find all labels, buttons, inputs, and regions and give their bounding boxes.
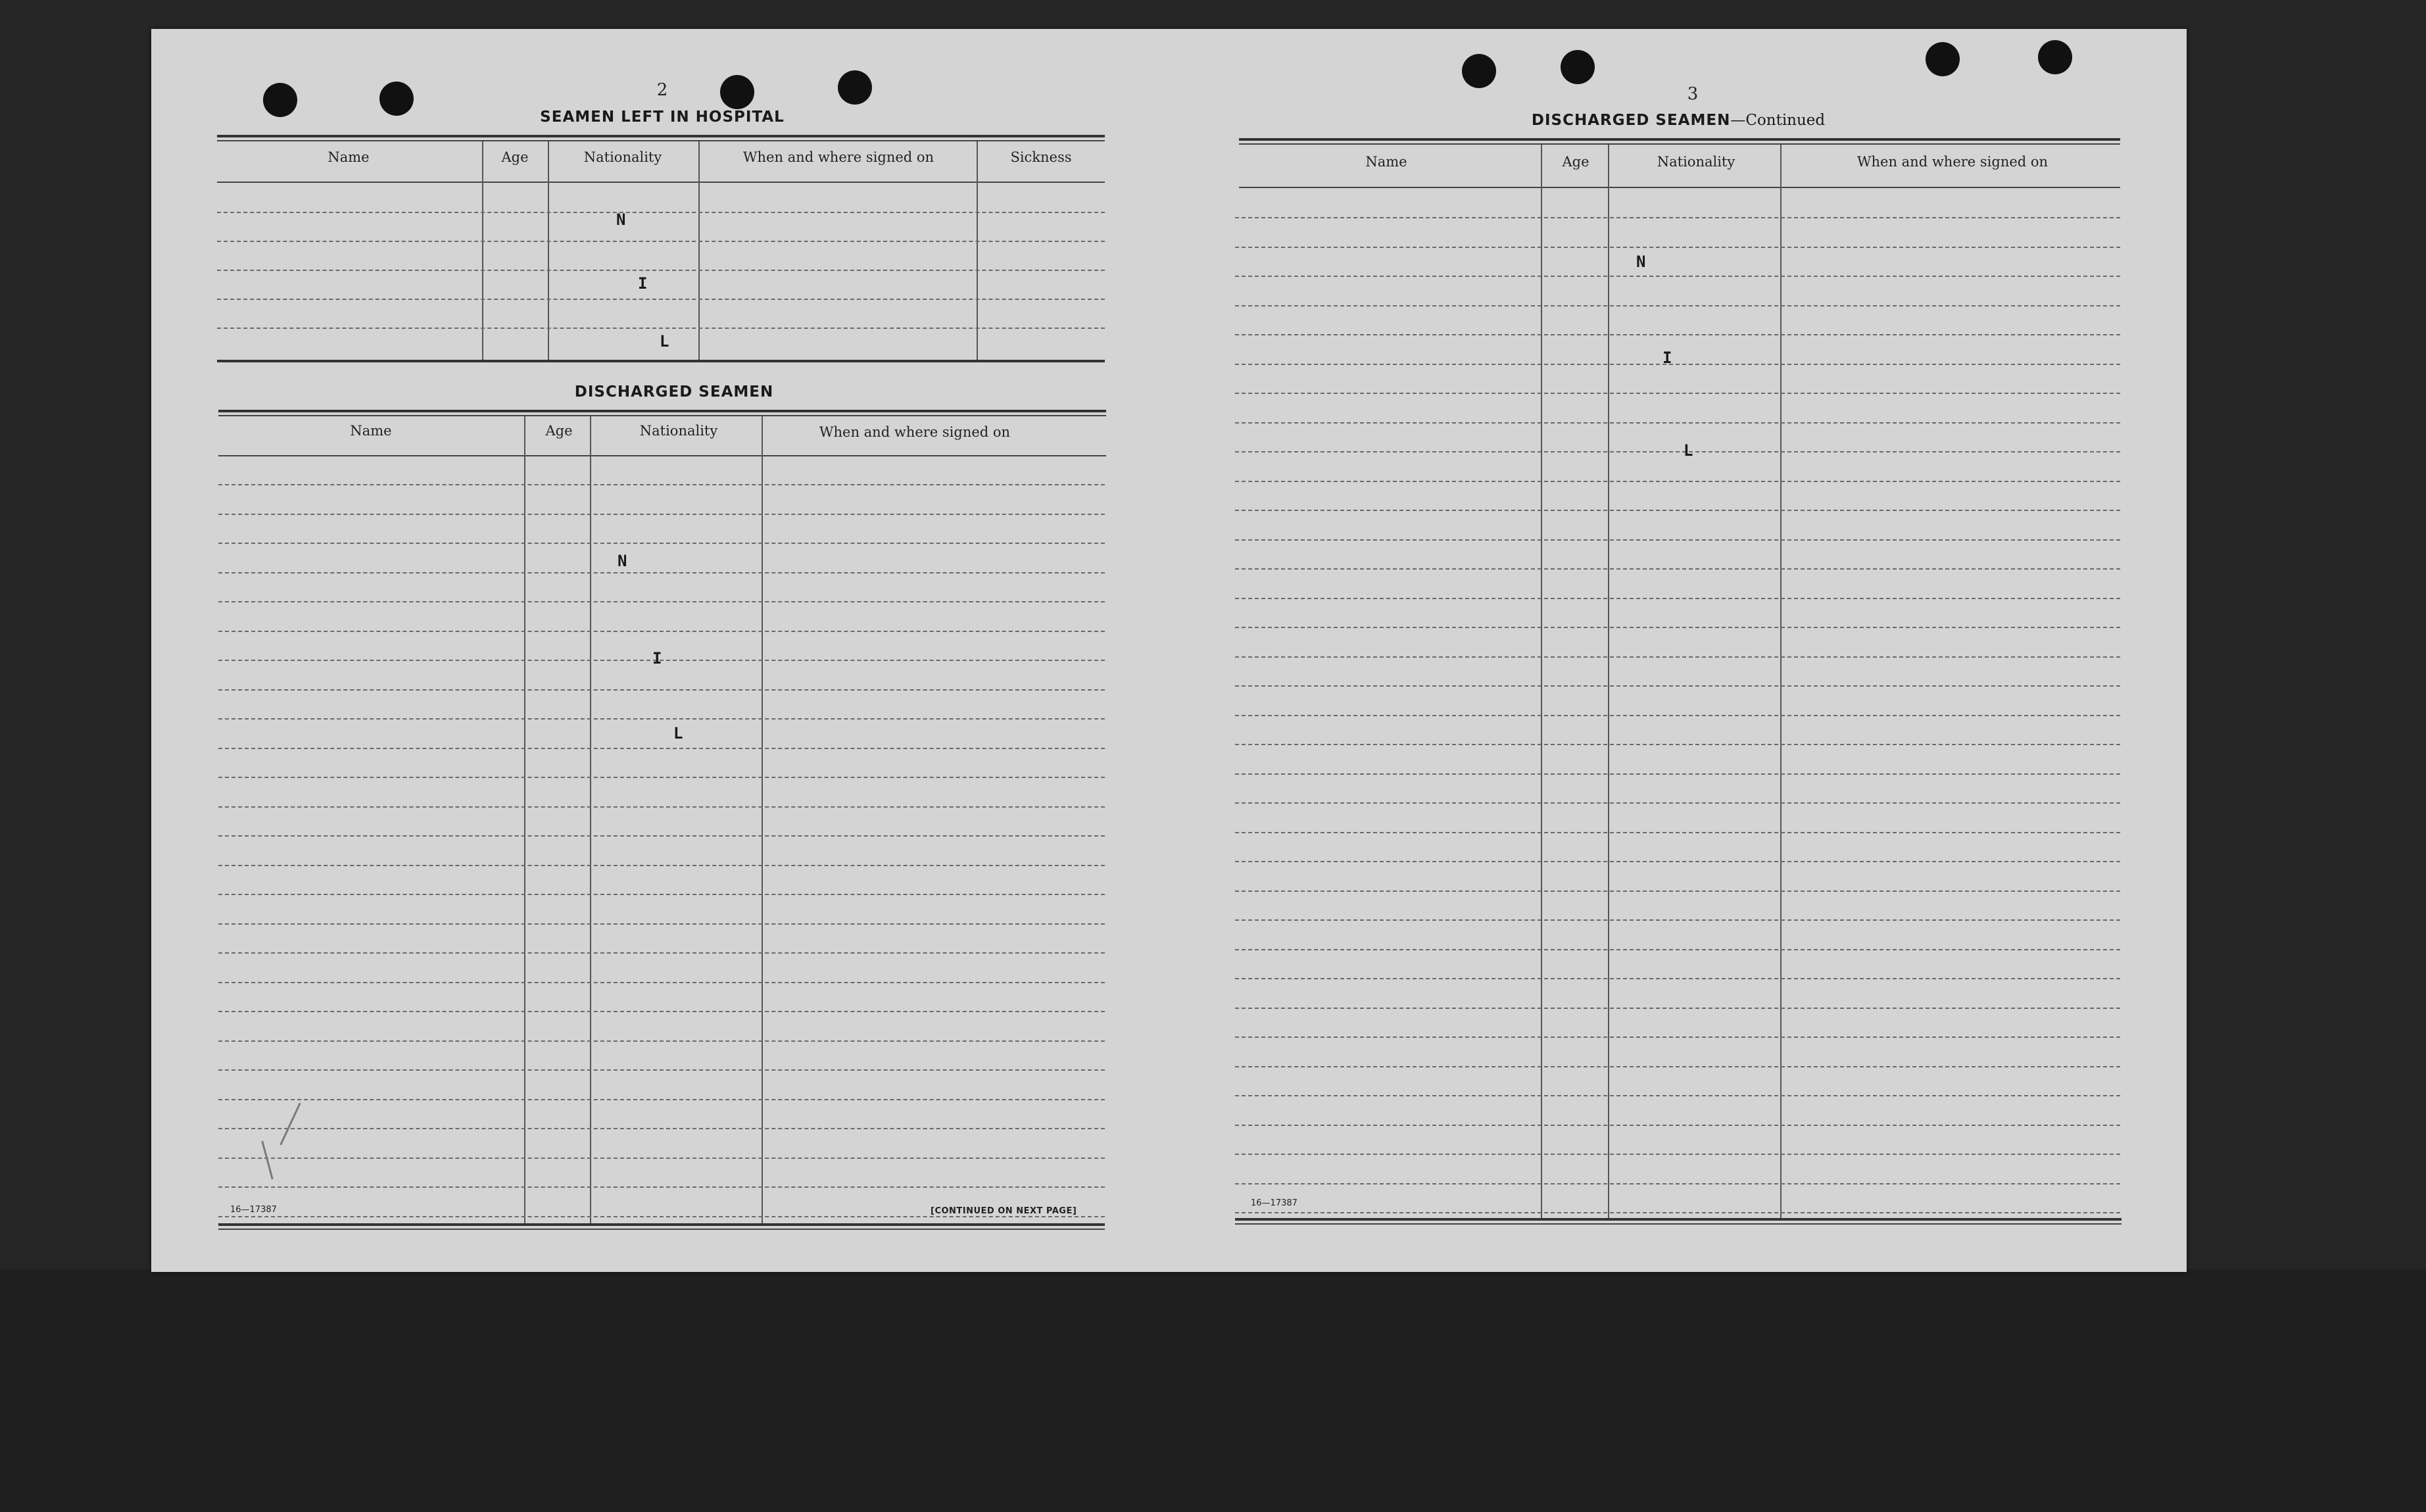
row-line: [1235, 598, 2120, 599]
row-line: [218, 1128, 1105, 1129]
row-line: [218, 484, 1105, 485]
row-line: [1235, 627, 2120, 628]
row-line: [1235, 393, 2120, 394]
row-line: [1235, 510, 2120, 511]
section-title-main: DISCHARGED SEAMEN: [1531, 112, 1731, 129]
punch-hole: [263, 83, 297, 117]
row-line: [218, 777, 1105, 778]
row-line: [1235, 217, 2120, 218]
row-line: [1235, 422, 2120, 424]
row-line: [218, 572, 1105, 573]
column-header-nationality: Nationality: [1657, 154, 1735, 170]
rule: [1239, 143, 2120, 145]
row-line: [218, 514, 1105, 515]
column-header-signed-on: When and where signed on: [819, 424, 1011, 440]
pencil-mark: [279, 1103, 301, 1146]
rule: [218, 1223, 1105, 1226]
nil-letter: N: [1636, 253, 1646, 271]
nil-letter: I: [638, 274, 648, 293]
header-rule: [217, 182, 1105, 183]
row-line: [1235, 364, 2120, 365]
rule: [217, 140, 1105, 141]
nil-letter: L: [660, 332, 669, 351]
row-line: [1235, 481, 2120, 482]
document-sheet: [151, 29, 2187, 1272]
column-header-signed-on: When and where signed on: [742, 149, 934, 165]
row-line: [1235, 715, 2120, 716]
row-line: [1235, 1095, 2120, 1096]
row-line: [1235, 890, 2120, 892]
column-header-name: Name: [350, 423, 392, 439]
row-line: [1235, 1183, 2120, 1184]
punch-hole: [1462, 54, 1496, 88]
column-divider: [762, 416, 763, 1225]
row-line: [1235, 1125, 2120, 1126]
header-rule: [1239, 187, 2120, 188]
column-header-age: Age: [1562, 154, 1589, 170]
column-header-age: Age: [545, 423, 573, 439]
row-line: [1235, 1066, 2120, 1067]
rule: [1239, 138, 2120, 141]
row-line: [218, 982, 1105, 983]
punch-hole: [838, 70, 872, 105]
row-line: [218, 689, 1105, 691]
page-number: 2: [656, 80, 668, 100]
punch-hole: [379, 82, 414, 116]
rule: [217, 135, 1105, 137]
row-line: [218, 1158, 1105, 1159]
punch-hole: [1561, 50, 1595, 84]
form-number: 16—17387: [1251, 1198, 1298, 1208]
row-line: [218, 748, 1105, 749]
row-line: [218, 952, 1105, 954]
row-line: [218, 1011, 1105, 1012]
row-line: [1235, 861, 2120, 862]
row-line: [218, 601, 1105, 602]
row-line: [218, 1099, 1105, 1100]
row-line: [217, 328, 1105, 329]
nil-letter: N: [618, 552, 627, 570]
row-line: [1235, 247, 2120, 248]
row-line: [1235, 1036, 2120, 1038]
column-header-age: Age: [501, 149, 529, 165]
page-number: 3: [1687, 84, 1699, 104]
background-floor: [0, 1269, 2426, 1512]
nil-letter: L: [1684, 441, 1693, 460]
row-line: [1235, 773, 2120, 775]
row-line: [1235, 305, 2120, 306]
rule: [217, 360, 1105, 362]
row-line: [1235, 919, 2120, 921]
row-line: [217, 299, 1105, 300]
row-line: [1235, 568, 2120, 570]
column-divider: [524, 416, 525, 1225]
section-title-discharged: DISCHARGED SEAMEN: [574, 383, 774, 401]
row-line: [217, 270, 1105, 271]
rule: [218, 415, 1106, 416]
row-line: [218, 894, 1105, 895]
row-line: [1235, 1212, 2120, 1213]
nil-letter: I: [652, 649, 662, 668]
section-title-suffix: —Continued: [1730, 112, 1826, 129]
continued-note: [CONTINUED ON NEXT PAGE]: [931, 1206, 1077, 1216]
row-line: [218, 806, 1105, 808]
row-line: [218, 1069, 1105, 1071]
form-number: 16—17387: [230, 1205, 277, 1215]
row-line: [1235, 949, 2120, 950]
row-line: [1235, 978, 2120, 979]
row-line: [1235, 685, 2120, 687]
pencil-mark: [261, 1141, 273, 1180]
nil-letter: N: [616, 210, 626, 229]
column-header-nationality: Nationality: [639, 423, 718, 439]
header-rule: [218, 455, 1106, 456]
row-line: [218, 865, 1105, 866]
column-header-signed-on: When and where signed on: [1856, 154, 2049, 170]
column-header-name: Name: [1365, 154, 1407, 170]
row-line: [218, 1186, 1105, 1188]
row-line: [1235, 1154, 2120, 1155]
punch-hole: [1926, 42, 1960, 76]
punch-hole: [720, 75, 754, 109]
row-line: [1235, 744, 2120, 745]
punch-hole: [2038, 40, 2072, 74]
row-line: [1235, 656, 2120, 658]
rule: [218, 1229, 1105, 1230]
rule: [1235, 1223, 2122, 1225]
rule: [218, 410, 1106, 412]
column-divider: [590, 416, 591, 1225]
row-line: [218, 923, 1105, 925]
row-line: [218, 543, 1105, 544]
row-line: [218, 718, 1105, 719]
column-header-name: Name: [328, 149, 370, 165]
row-line: [217, 212, 1105, 213]
column-header-nationality: Nationality: [583, 149, 662, 165]
row-line: [1235, 451, 2120, 452]
column-header-sickness: Sickness: [1010, 149, 1072, 165]
section-title-discharged-continued: [1532, 112, 1825, 129]
row-line: [218, 1040, 1105, 1042]
row-line: [218, 835, 1105, 837]
row-line: [218, 631, 1105, 632]
rule: [1235, 1218, 2122, 1221]
row-line: [1235, 539, 2120, 541]
nil-letter: I: [1662, 349, 1672, 367]
row-line: [1235, 1008, 2120, 1009]
row-line: [1235, 276, 2120, 277]
row-line: [1235, 832, 2120, 833]
row-line: [217, 241, 1105, 242]
row-line: [1235, 802, 2120, 804]
section-title-hospital: SEAMEN LEFT IN HOSPITAL: [540, 109, 785, 126]
nil-letter: L: [673, 724, 683, 743]
row-line: [1235, 334, 2120, 335]
